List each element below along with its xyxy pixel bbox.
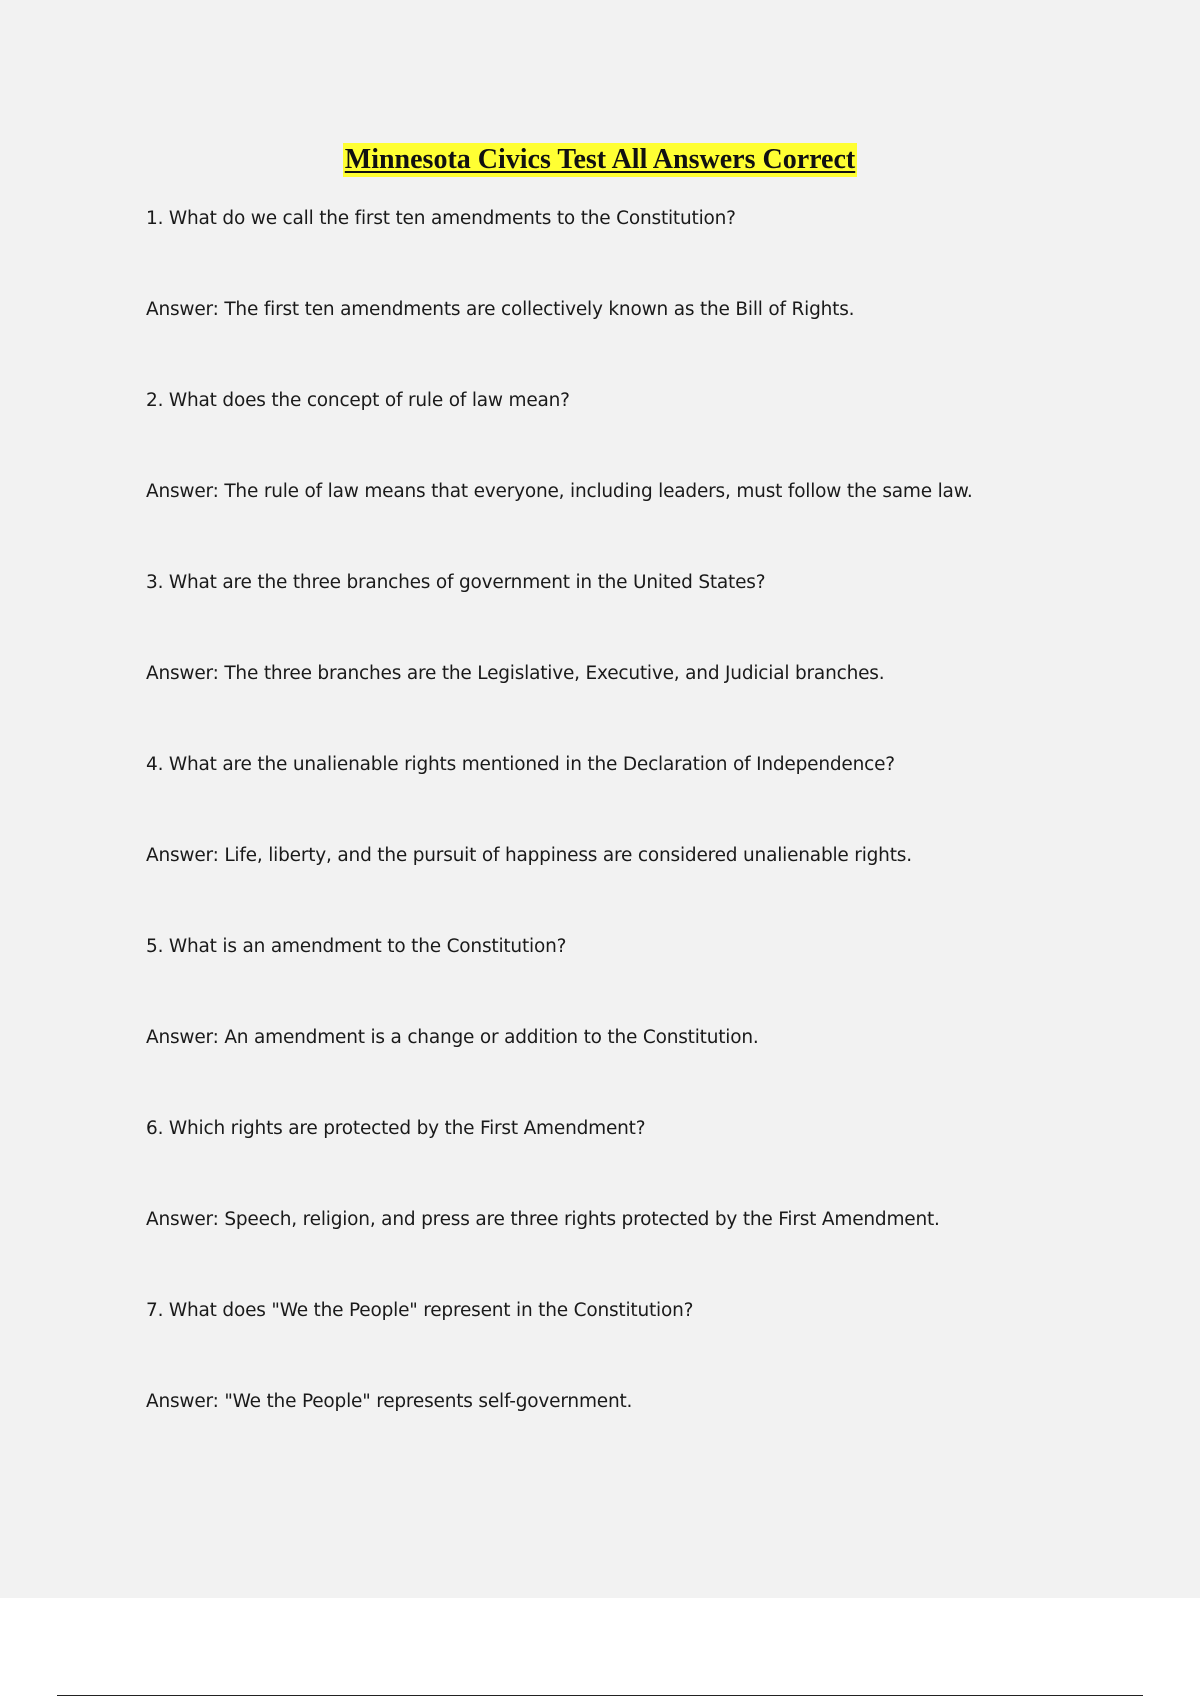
question-6: 6. Which rights are protected by the First Amendment? <box>146 1118 646 1139</box>
answer-5: Answer: An amendment is a change or addition to the Constitution. <box>146 1027 759 1048</box>
title-block <box>0 143 1200 177</box>
answer-7: Answer: "We the People" represents self-government. <box>146 1391 633 1412</box>
question-4: 4. What are the unalienable rights mentioned in the Declaration of Independence? <box>146 754 895 775</box>
question-1: 1. What do we call the first ten amendments to the Constitution? <box>146 208 736 229</box>
footer-rule <box>57 1695 1143 1696</box>
answer-4: Answer: Life, liberty, and the pursuit of happiness are considered unalienable rights. <box>146 845 912 866</box>
answer-6: Answer: Speech, religion, and press are three rights protected by the First Amendment. <box>146 1209 940 1230</box>
answer-1: Answer: The first ten amendments are collectively known as the Bill of Rights. <box>146 299 855 320</box>
document-title: Minnesota Civics Test All Answers Correct <box>344 144 856 175</box>
answer-2: Answer: The rule of law means that everyone, including leaders, must follow the same law. <box>146 481 973 502</box>
question-5: 5. What is an amendment to the Constitution? <box>146 936 567 957</box>
answer-3: Answer: The three branches are the Legislative, Executive, and Judicial branches. <box>146 663 885 684</box>
question-7: 7. What does "We the People" represent in the Constitution? <box>146 1300 694 1321</box>
question-2: 2. What does the concept of rule of law mean? <box>146 390 570 411</box>
question-3: 3. What are the three branches of government in the United States? <box>146 572 766 593</box>
